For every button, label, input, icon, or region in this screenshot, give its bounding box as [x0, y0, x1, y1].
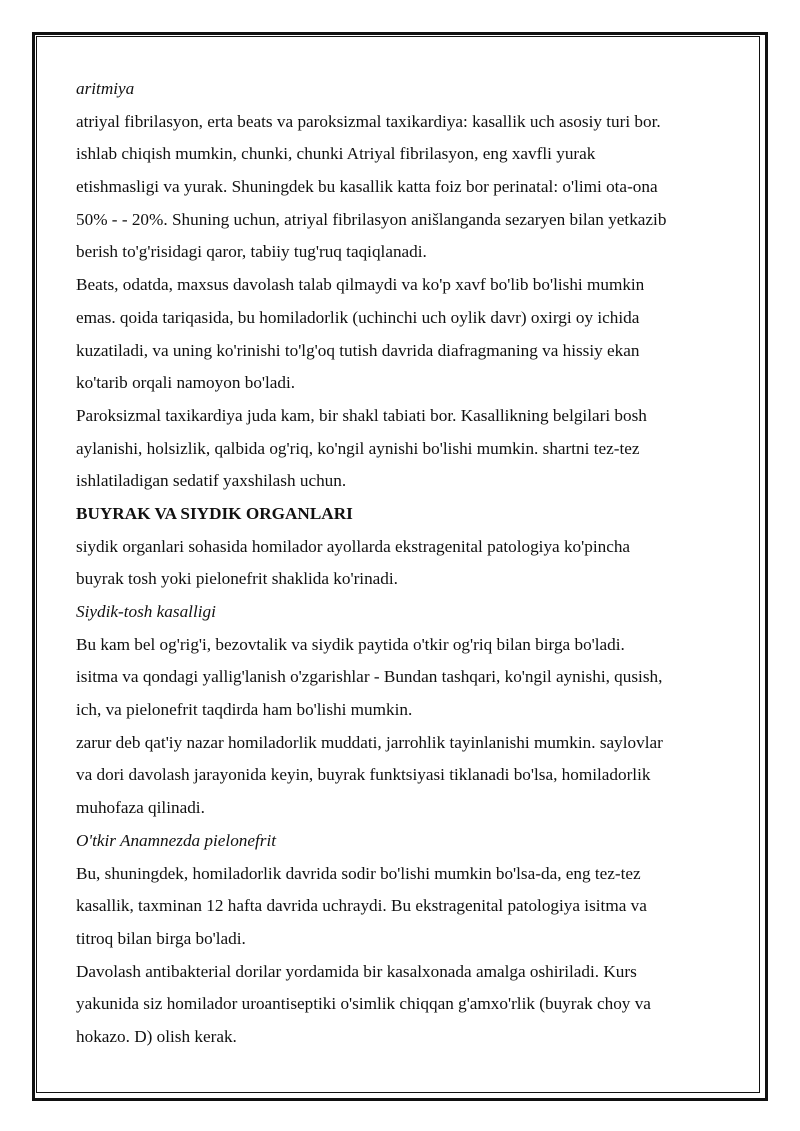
paragraph-line: etishmasligi va yurak. Shuningdek bu kasallik katta foiz bor perinatal: o'limi ota-ona [76, 177, 658, 197]
paragraph-line: ishlab chiqish mumkin, chunki, chunki Atriyal fibrilasyon, eng xavfli yurak [76, 144, 596, 164]
paragraph-line: zarur deb qat'iy nazar homiladorlik muddati, jarrohlik tayinlanishi mumkin. saylovlar [76, 732, 663, 752]
paragraph-line: buyrak tosh yoki pielonefrit shaklida ko'rinadi. [76, 569, 398, 589]
paragraph-line: ich, va pielonefrit taqdirda ham bo'lishi mumkin. [76, 700, 413, 720]
section-heading-buyrak: BUYRAK VA SIYDIK ORGANLARI [76, 503, 353, 523]
paragraph-line: aylanishi, holsizlik, qalbida og'riq, ko'ngil aynishi bo'lishi mumkin. shartni tez-tez [76, 438, 640, 458]
paragraph-line: isitma va qondagi yallig'lanish o'zgarishlar - Bundan tashqari, ko'ngil aynishi, qusish, [76, 667, 663, 687]
subheading-aritmiya: aritmiya [76, 79, 135, 98]
paragraph-line: Paroksizmal taxikardiya juda kam, bir shakl tabiati bor. Kasallikning belgilari bosh [76, 405, 647, 425]
paragraph-line: kasallik, taxminan 12 hafta davrida uchraydi. Bu ekstragenital patologiya isitma va [76, 896, 647, 916]
paragraph-line: Beats, odatda, maxsus davolash talab qilmaydi va ko'p xavf bo'lib bo'lishi mumkin [76, 275, 645, 295]
paragraph-line: 50% - - 20%. Shuning uchun, atriyal fibrilasyon anišlanganda sezaryen bilan yetkazib [76, 209, 667, 229]
paragraph-line: ko'tarib orqali namoyon bo'ladi. [76, 373, 296, 393]
paragraph-line: Davolash antibakterial dorilar yordamida bir kasalxonada amalga oshiriladi. Kurs [76, 961, 637, 981]
paragraph-line: Bu, shuningdek, homiladorlik davrida sodir bo'lishi mumkin bo'lsa-da, eng tez-tez [76, 863, 641, 883]
paragraph-line: muhofaza qilinadi. [76, 798, 205, 818]
paragraph-line: atriyal fibrilasyon, erta beats va paroksizmal taxikardiya: kasallik uch asosiy turi bor. [76, 111, 661, 131]
document-body [76, 73, 736, 1054]
paragraph-line: titroq bilan birga bo'ladi. [76, 928, 246, 948]
paragraph-line: hokazo. D) olish kerak. [76, 1026, 237, 1046]
subheading-siydik-tosh: Siydik-tosh kasalligi [76, 602, 216, 621]
paragraph-line: va dori davolash jarayonida keyin, buyrak funktsiyasi tiklanadi bo'lsa, homiladorlik [76, 765, 651, 785]
paragraph-line: emas. qoida tariqasida, bu homiladorlik (uchinchi uch oylik davr) oxirgi oy ichida [76, 307, 640, 327]
paragraph-line: berish to'g'risidagi qaror, tabiiy tug'ruq taqiqlanadi. [76, 242, 427, 262]
paragraph-line: kuzatiladi, va uning ko'rinishi to'lg'oq tutish davrida diafragmaning va hissiy ekan [76, 340, 640, 360]
paragraph-line: yakunida siz homilador uroantiseptiki o'simlik chiqqan g'amxo'rlik (buyrak choy va [76, 994, 651, 1014]
paragraph-line: siydik organlari sohasida homilador ayollarda ekstragenital patologiya ko'pincha [76, 536, 631, 556]
subheading-pielonefrit: O'tkir Anamnezda pielonefrit [76, 830, 277, 850]
paragraph-line: Bu kam bel og'rig'i, bezovtalik va siydik paytida o'tkir og'riq bilan birga bo'ladi. [76, 634, 625, 654]
paragraph-line: ishlatiladigan sedatif yaxshilash uchun. [76, 471, 347, 491]
